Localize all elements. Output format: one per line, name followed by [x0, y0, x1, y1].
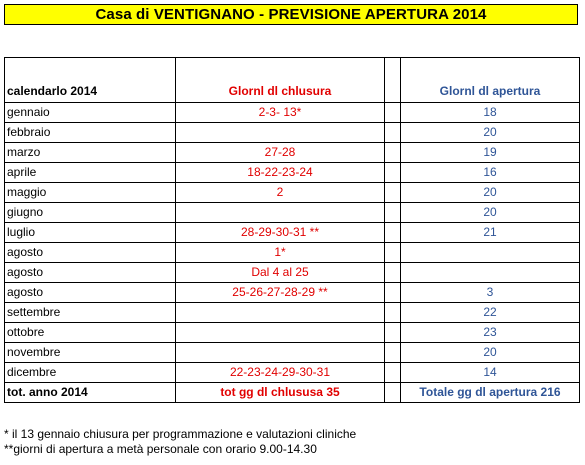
- open-days-cell: 21: [401, 223, 580, 243]
- month-cell: dicembre: [5, 363, 176, 383]
- open-days-cell: 18: [401, 103, 580, 123]
- table-row: [5, 223, 580, 243]
- month-cell: aprile: [5, 163, 176, 183]
- open-days-cell: 20: [401, 203, 580, 223]
- schedule-table: [4, 57, 580, 403]
- table-header-row: [5, 58, 580, 103]
- closed-days-cell: 22-23-24-29-30-31: [176, 363, 385, 383]
- spacer-cell: [385, 203, 401, 223]
- spacer-cell: [385, 383, 401, 403]
- month-cell: giugno: [5, 203, 176, 223]
- month-cell: novembre: [5, 343, 176, 363]
- closed-days-cell: 25-26-27-28-29 **: [176, 283, 385, 303]
- open-days-cell: 3: [401, 283, 580, 303]
- closed-days-cell: [176, 123, 385, 143]
- closed-days-cell: 2: [176, 183, 385, 203]
- table-row: [5, 323, 580, 343]
- spacer-cell: [385, 163, 401, 183]
- table-row: [5, 163, 580, 183]
- header-open-days: Glornl dl apertura: [401, 58, 580, 103]
- table-row: [5, 103, 580, 123]
- closed-days-cell: 1*: [176, 243, 385, 263]
- table-row: [5, 183, 580, 203]
- month-cell: agosto: [5, 243, 176, 263]
- table-row: [5, 283, 580, 303]
- table-row: [5, 263, 580, 283]
- month-cell: luglio: [5, 223, 176, 243]
- table-row: [5, 363, 580, 383]
- month-cell: agosto: [5, 283, 176, 303]
- total-open: Totale gg dl apertura 216: [401, 383, 580, 403]
- month-cell: settembre: [5, 303, 176, 323]
- page-title: Casa di VENTIGNANO - PREVISIONE APERTURA 2014: [4, 4, 578, 25]
- open-days-cell: 22: [401, 303, 580, 323]
- spacer-cell: [385, 103, 401, 123]
- open-days-cell: 19: [401, 143, 580, 163]
- spacer-cell: [385, 223, 401, 243]
- spacer-cell: [385, 303, 401, 323]
- table-row: [5, 143, 580, 163]
- header-closed-days: Glornl dl chlusura: [176, 58, 385, 103]
- closed-days-cell: [176, 203, 385, 223]
- month-cell: marzo: [5, 143, 176, 163]
- spacer-cell: [385, 183, 401, 203]
- footnotes: [4, 427, 579, 457]
- closed-days-cell: 28-29-30-31 **: [176, 223, 385, 243]
- spacer-cell: [385, 323, 401, 343]
- closed-days-cell: [176, 323, 385, 343]
- closed-days-cell: [176, 343, 385, 363]
- table-row: [5, 343, 580, 363]
- open-days-cell: 20: [401, 183, 580, 203]
- spacer-cell: [385, 243, 401, 263]
- spacer-cell: [385, 143, 401, 163]
- open-days-cell: 14: [401, 363, 580, 383]
- total-label: tot. anno 2014: [5, 383, 176, 403]
- spacer-cell: [385, 343, 401, 363]
- closed-days-cell: Dal 4 al 25: [176, 263, 385, 283]
- header-spacer: [385, 58, 401, 103]
- month-cell: agosto: [5, 263, 176, 283]
- spacer-cell: [385, 363, 401, 383]
- spacer-cell: [385, 263, 401, 283]
- table-row: [5, 203, 580, 223]
- spacer-cell: [385, 123, 401, 143]
- month-cell: maggio: [5, 183, 176, 203]
- closed-days-cell: 18-22-23-24: [176, 163, 385, 183]
- closed-days-cell: 2-3- 13*: [176, 103, 385, 123]
- open-days-cell: 20: [401, 343, 580, 363]
- month-cell: gennaio: [5, 103, 176, 123]
- closed-days-cell: 27-28: [176, 143, 385, 163]
- closed-days-cell: [176, 303, 385, 323]
- spacer-cell: [385, 283, 401, 303]
- table-row: [5, 303, 580, 323]
- open-days-cell: 16: [401, 163, 580, 183]
- open-days-cell: [401, 263, 580, 283]
- total-closed: tot gg dl chlususa 35: [176, 383, 385, 403]
- total-row: [5, 383, 580, 403]
- month-cell: febbraio: [5, 123, 176, 143]
- open-days-cell: [401, 243, 580, 263]
- open-days-cell: 23: [401, 323, 580, 343]
- footnote-1: * il 13 gennaio chiusura per programmazione e valutazioni cliniche: [4, 427, 357, 441]
- footnote-2: **giorni di apertura a metà personale con orario 9.00-14.30: [4, 442, 317, 456]
- table-row: [5, 123, 580, 143]
- open-days-cell: 20: [401, 123, 580, 143]
- header-calendar: calendarlo 2014: [5, 58, 176, 103]
- month-cell: ottobre: [5, 323, 176, 343]
- table-row: [5, 243, 580, 263]
